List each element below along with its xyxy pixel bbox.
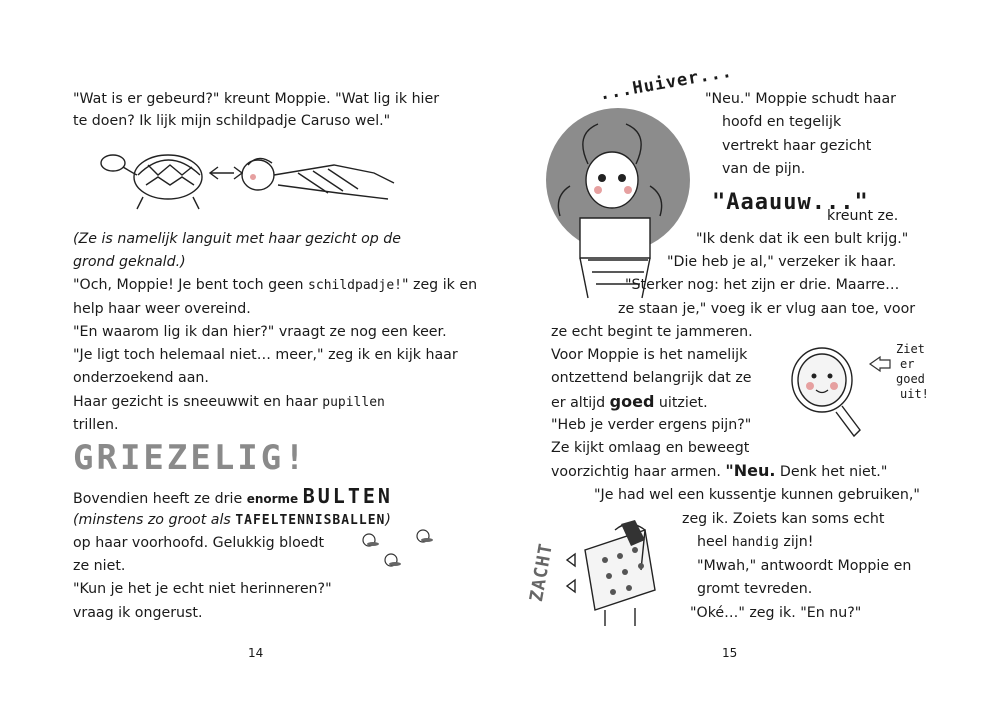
text-line: "Je had wel een kussentje kunnen gebruiken," <box>594 487 920 503</box>
text-line: heel handig zijn! <box>697 534 814 550</box>
text-line: kreunt ze. <box>827 208 899 224</box>
annotation-text: Ziet <box>896 342 925 356</box>
text-line: ontzettend belangrijk dat ze <box>551 370 752 386</box>
text-line: Haar gezicht is sneeuwwit en haar pupillen <box>73 394 385 410</box>
text-line: Ze kijkt omlaag en beweegt <box>551 440 750 456</box>
text-line: Voor Moppie is het namelijk <box>551 347 748 363</box>
text-line: "Neu." Moppie schudt haar <box>705 91 896 107</box>
text-line: "Oké…" zeg ik. "En nu?" <box>690 605 862 621</box>
page-number: 15 <box>722 646 738 660</box>
text-line: ze echt begint te jammeren. <box>551 324 753 340</box>
text-line: "En waarom lig ik dan hier?" vraagt ze nog een keer. <box>73 324 447 340</box>
zacht-text: ZACHT <box>526 541 557 604</box>
text-line: voorzichtig haar armen. "Neu. Denk het niet." <box>551 461 888 480</box>
text-line: te doen? Ik lijk mijn schildpadje Caruso wel." <box>73 113 391 129</box>
huiver-text: ...Huiver... <box>597 61 735 105</box>
text-line: (Ze is namelijk languit met haar gezicht op de <box>73 231 402 247</box>
text-line: "Sterker nog: het zijn er drie. Maarre… <box>625 277 900 293</box>
griezelig-heading: GRIEZELIG! <box>73 438 308 478</box>
annotation-text: er <box>900 357 915 371</box>
arrow-icon <box>868 356 892 372</box>
text-line: vertrekt haar gezicht <box>722 138 872 154</box>
text-line: "Ik denk dat ik een bult krijg." <box>696 231 909 247</box>
text-line: "Die heb je al," verzeker ik haar. <box>667 254 897 270</box>
text-line: er altijd goed uitziet. <box>551 392 708 411</box>
text-line: zeg ik. Zoiets kan soms echt <box>682 511 885 527</box>
cushion-illustration <box>565 520 665 630</box>
text-line: trillen. <box>73 417 119 433</box>
text-line: Bovendien heeft ze drie enorme BULTEN <box>73 484 393 508</box>
text-line: hoofd en tegelijk <box>722 114 842 130</box>
text-line: op haar voorhoofd. Gelukkig bloedt <box>73 535 325 551</box>
text-line: ze staan je," voeg ik er vlug aan toe, voor <box>618 301 916 317</box>
text-line: vraag ik ongerust. <box>73 605 203 621</box>
text-line: "Kun je het je echt niet herinneren?" <box>73 581 332 597</box>
text-line: "Mwah," antwoordt Moppie en <box>697 558 912 574</box>
annotation-text: goed <box>896 372 925 386</box>
turtle-girl-illustration <box>98 145 408 215</box>
mirror-illustration <box>782 340 872 440</box>
page-number: 14 <box>248 646 264 660</box>
aaauuw-text: "Aaauuw..." <box>712 190 869 215</box>
text-line: gromt tevreden. <box>697 581 813 597</box>
text-line: "Heb je verder ergens pijn?" <box>551 417 752 433</box>
text-line: ze niet. <box>73 558 126 574</box>
text-line: grond geknald.) <box>73 254 186 270</box>
text-line: "Je ligt toch helemaal niet… meer," zeg ik en kijk haar <box>73 347 458 363</box>
text-line: "Och, Moppie! Je bent toch geen schildpadje!" zeg ik en <box>73 277 478 293</box>
text-line: help haar weer overeind. <box>73 301 251 317</box>
pingpong-balls-illustration <box>355 526 445 576</box>
text-line: van de pijn. <box>722 161 806 177</box>
annotation-text: uit! <box>900 387 929 401</box>
text-line: (minstens zo groot als TAFELTENNISBALLEN) <box>73 512 391 528</box>
text-line: onderzoekend aan. <box>73 370 209 386</box>
text-line: "Wat is er gebeurd?" kreunt Moppie. "Wat lig ik hier <box>73 91 440 107</box>
